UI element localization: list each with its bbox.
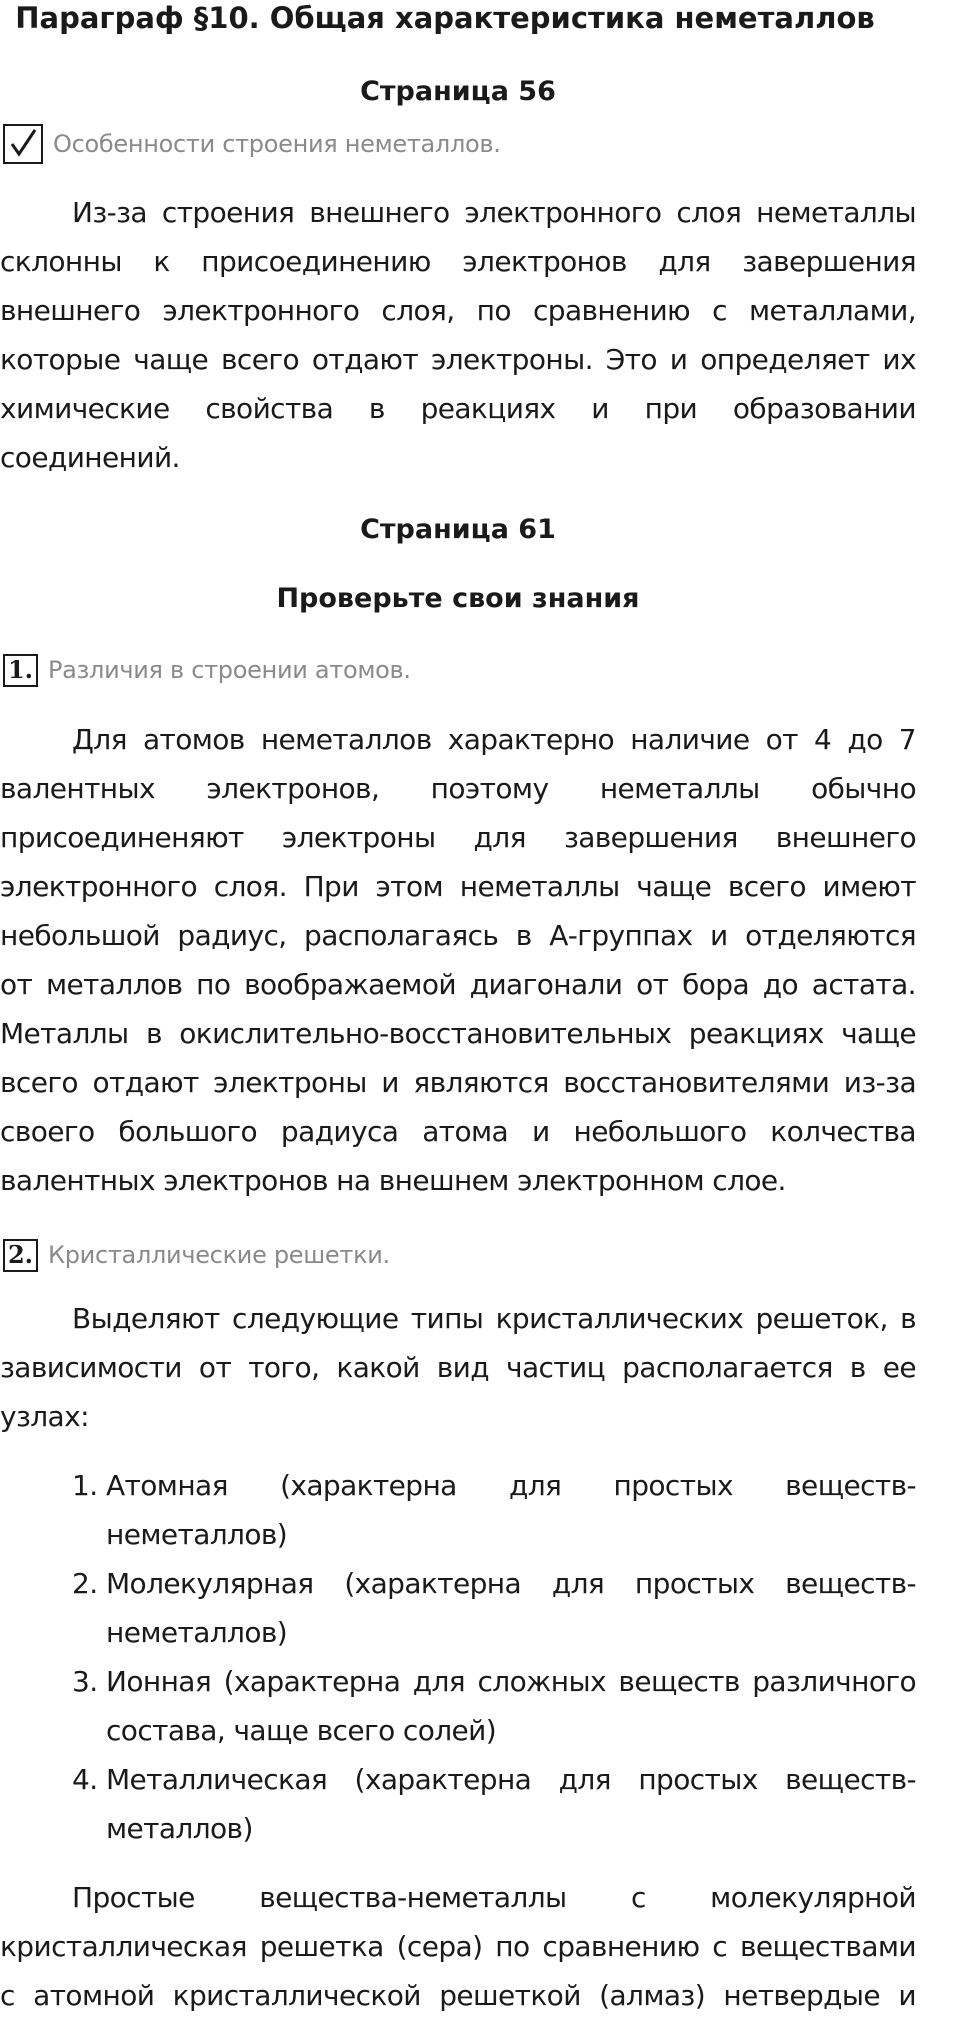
- list-item-line: металлов): [106, 1812, 253, 1845]
- list-item-line: Молекулярная (характерна для простых веществ-: [106, 1567, 916, 1600]
- para1-line: которые чаще всего отдают электроны. Это и определяет их: [0, 343, 916, 376]
- para2-line: своего большого радиуса атома и небольшого колчества: [0, 1115, 916, 1148]
- para2-line: валентных электронов на внешнем электронном слое.: [0, 1164, 786, 1197]
- list-item-line: Ионная (характерна для сложных веществ различного: [106, 1665, 916, 1698]
- para1-line: внешнего электронного слоя, по сравнению с металлами,: [0, 294, 916, 327]
- para3-line: узлах:: [0, 1400, 89, 1433]
- para2-line: валентных электронов, поэтому неметаллы обычно: [0, 772, 916, 805]
- para1-line: Из-за строения внешнего электронного слоя неметаллы: [72, 196, 916, 229]
- task-1-label: Различия в строении атомов.: [48, 656, 411, 684]
- task-2-label: Кристаллические решетки.: [48, 1241, 390, 1269]
- task-2-row: [3, 1237, 390, 1273]
- list-item-number: 2.: [72, 1567, 98, 1600]
- para3-line: Выделяют следующие типы кристаллических решеток, в: [72, 1302, 916, 1335]
- para2-line: Металлы в окислительно-восстановительных реакциях чаще: [0, 1017, 916, 1050]
- task-number-box: 1.: [3, 654, 38, 687]
- para1-line: химические свойства в реакциях и при образовании: [0, 392, 916, 425]
- task-1-row: [3, 652, 411, 688]
- list-item-number: 1.: [72, 1469, 98, 1502]
- para3-line: зависимости от того, какой вид частиц располагается в ее: [0, 1351, 916, 1384]
- para1-line: склонны к присоединению электронов для завершения: [0, 245, 916, 278]
- section-heading: Проверьте свои знания: [276, 583, 640, 614]
- para4-line: Простые вещества-неметаллы с молекулярной: [72, 1881, 916, 1914]
- para1-line: соединений.: [0, 441, 180, 474]
- page-heading-61: Страница 61: [360, 514, 556, 545]
- list-item-number: 3.: [72, 1665, 98, 1698]
- list-item-number: 4.: [72, 1763, 98, 1796]
- para2-line: всего отдают электроны и являются восстановителями из-за: [0, 1066, 916, 1099]
- para2-line: Для атомов неметаллов характерно наличие от 4 до 7: [72, 723, 916, 756]
- para4-line: с атомной кристаллической решеткой (алмаз) нетвердые и: [0, 1979, 916, 2012]
- para2-line: небольшой радиус, располагаясь в А-группах и отделяются: [0, 919, 916, 952]
- list-item-line: Металлическая (характерна для простых веществ-: [106, 1763, 916, 1796]
- page-title: Параграф §10. Общая характеристика неметаллов: [15, 1, 875, 35]
- task-number-box: 2.: [3, 1239, 38, 1272]
- list-item-line: Атомная (характерна для простых веществ-: [106, 1469, 916, 1502]
- list-item-line: неметаллов): [106, 1616, 288, 1649]
- list-item-line: состава, чаще всего солей): [106, 1714, 497, 1747]
- page-heading-56: Страница 56: [360, 76, 556, 107]
- task-check-label: Особенности строения неметаллов.: [53, 130, 501, 158]
- para2-line: от металлов по воображаемой диагонали от бора до астата.: [0, 968, 916, 1001]
- para2-line: электронного слоя. При этом неметаллы чаще всего имеют: [0, 870, 916, 903]
- list-item-line: неметаллов): [106, 1518, 288, 1551]
- task-check-row: [3, 126, 501, 162]
- para4-line: кристаллическая решетка (сера) по сравнению с веществами: [0, 1930, 916, 1963]
- para2-line: присоединеняют электроны для завершения внешнего: [0, 821, 916, 854]
- checkmark-box-icon: [3, 124, 43, 164]
